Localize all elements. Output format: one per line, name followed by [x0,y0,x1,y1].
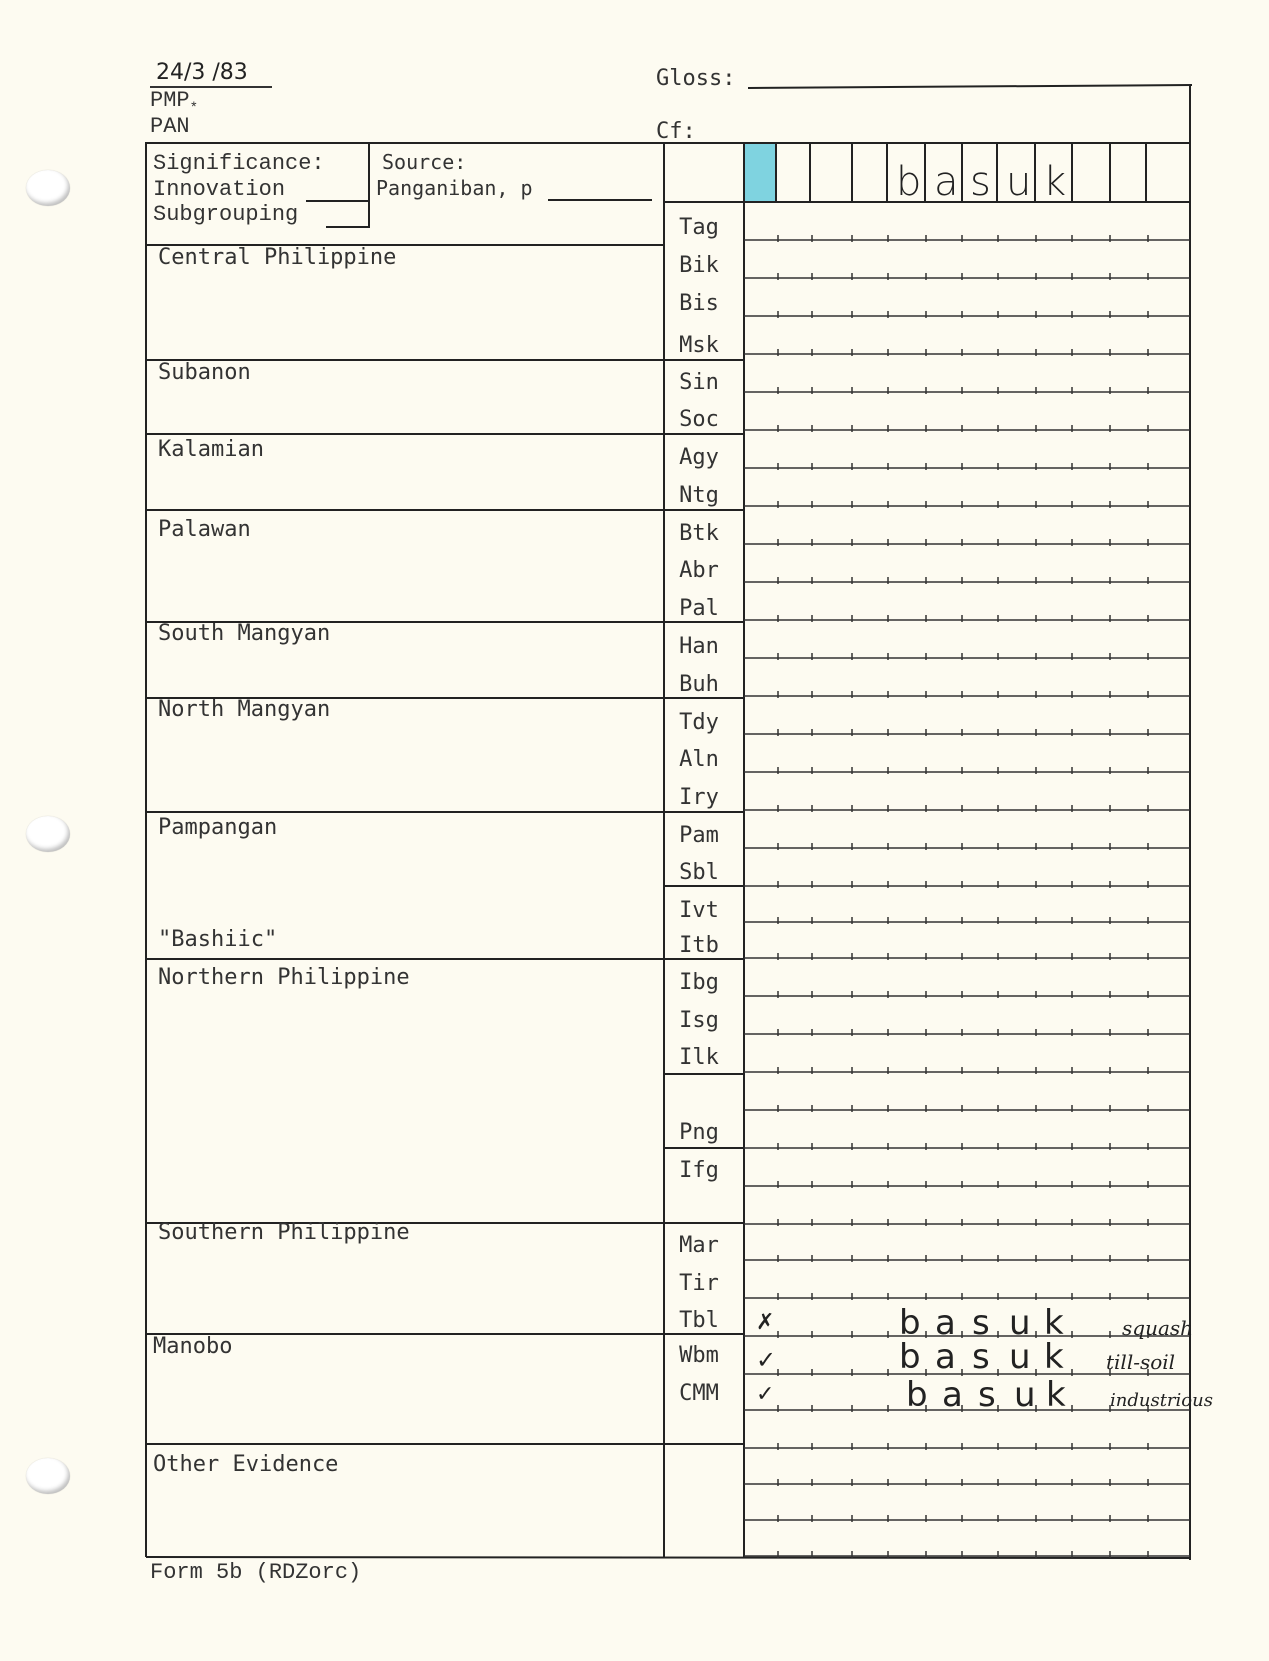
entry-letter: s [972,1337,990,1377]
head-letter: u [1006,159,1032,205]
pan-label: PAN [150,114,190,139]
entry-letter: b [899,1303,921,1343]
section-subanon: Subanon [158,360,251,385]
entry-letter: s [972,1303,990,1343]
subgrouping-label: Subgrouping [153,202,299,227]
lang-code: Tir [679,1271,719,1296]
section-manobo: Manobo [153,1334,233,1359]
entry-letter: a [935,1303,956,1343]
lang-code: Ilk [679,1045,719,1070]
lang-code: Aln [679,747,719,772]
entry-letter: s [978,1375,996,1415]
cf-label: Cf: [656,119,696,144]
lang-code: Itb [679,933,719,958]
bottom-border [146,1557,1190,1558]
lang-code: Tag [679,215,719,240]
lang-code: Agy [679,445,719,470]
head-letter: b [896,159,922,205]
gloss-line [748,85,1192,88]
section-north-mangyan: North Mangyan [158,697,331,722]
lang-code: Sin [679,370,719,395]
entry-letter: a [935,1337,956,1377]
check-mark: ✓ [756,1346,777,1374]
entry-gloss: till-soil [1106,1350,1176,1374]
check-mark: ✓ [756,1382,775,1407]
entry-letter: u [1009,1337,1031,1377]
lang-code: Buh [679,672,719,697]
section-palawan: Palawan [158,517,251,542]
section-southern-philippine: Southern Philippine [158,1220,410,1245]
lang-code: Abr [679,558,719,583]
innovation-label: Innovation [153,177,286,202]
gloss-label: Gloss: [656,66,736,91]
entry-letter: u [1014,1375,1036,1415]
lang-code: Han [679,634,719,659]
lang-code: Pal [679,596,719,621]
lang-code: Wbm [679,1343,719,1368]
highlight-cell [745,144,775,201]
source-label: Source: [382,150,467,174]
entry-letter: b [906,1375,928,1415]
entry-letter: k [1044,1303,1064,1343]
entry-row-wbm [754,1337,1190,1378]
lang-code: Mar [679,1233,719,1258]
lang-code: Soc [679,407,719,432]
form-footer: Form 5b (RDZorc) [150,1560,362,1585]
entry-letter: k [1044,1337,1064,1377]
lang-code: Msk [679,333,719,358]
entry-letter: b [899,1337,921,1377]
lang-code: Btk [679,521,719,546]
lang-code: Iry [679,785,719,810]
entry-letter: k [1046,1375,1066,1415]
significance-label: Significance: [153,151,325,176]
section-central-philippine: Central Philippine [158,245,397,270]
lang-code: Bik [679,253,719,278]
lang-code: Ibg [679,970,719,995]
lang-code: Ifg [679,1158,719,1183]
section-northern-philippine: Northern Philippine [158,965,410,990]
entry-letter: a [942,1375,963,1415]
lang-code: Ivt [679,898,719,923]
section-south-mangyan: South Mangyan [158,621,331,646]
lang-code: Bis [679,291,719,316]
entry-gloss: squash [1122,1316,1194,1340]
head-letter: s [970,159,991,205]
pmp-label: $PMP_*$ [150,88,199,117]
section-bashiic: "Bashiic" [158,927,278,952]
lang-code: Ntg [679,483,719,508]
entry-gloss: industrious [1110,1390,1213,1411]
head-letter: a [934,159,959,205]
section-other-evidence: Other Evidence [153,1452,339,1477]
head-letter: k [1043,159,1067,205]
lang-code: Sbl [679,860,719,885]
reject-mark: ✗ [756,1310,775,1335]
lang-code: Tdy [679,710,719,735]
lang-code: Pam [679,823,719,848]
significance-box [146,143,664,245]
lang-code: Tbl [679,1308,719,1333]
section-kalamian: Kalamian [158,437,264,462]
section-pampangan: Pampangan [158,815,278,840]
lang-code: Isg [679,1008,719,1033]
date-handwritten: 24/3 /83 [156,60,248,85]
entry-letter: u [1009,1303,1031,1343]
entry-row-cmm [754,1375,1213,1416]
source-value: Panganiban, p [376,176,533,200]
lang-code: Png [679,1120,719,1145]
lang-code: CMM [679,1381,719,1406]
